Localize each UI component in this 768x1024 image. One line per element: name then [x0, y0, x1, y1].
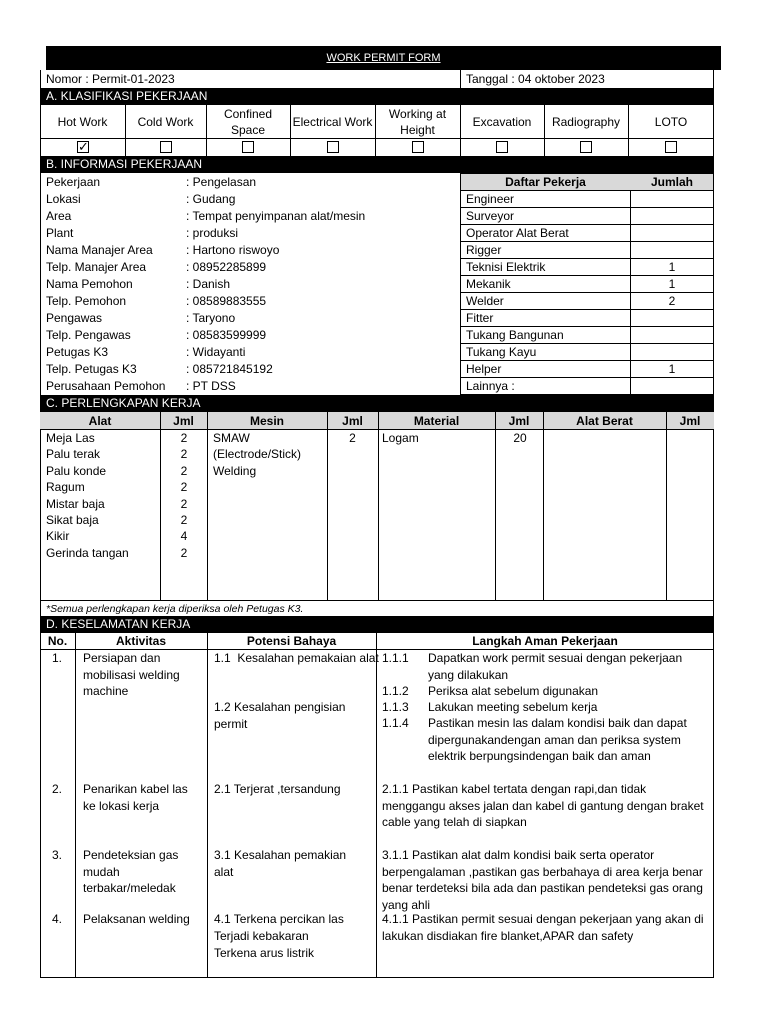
safety-col-header: Aktivitas: [115, 634, 167, 648]
worker-role: Fitter: [466, 311, 494, 325]
classification-label: Cold Work: [137, 115, 194, 129]
classification-checkbox[interactable]: [665, 141, 677, 153]
step-text: Lakukan meeting sebelum kerja: [428, 700, 598, 714]
worker-role: Mekanik: [466, 277, 511, 291]
safety-row-activity: Pendeteksian gas mudah terbakar/meledak: [83, 848, 179, 895]
worker-count: 1: [668, 277, 676, 291]
safety-row-hazard: 4.1 Terkena percikan las: [214, 912, 344, 926]
tool-name: Gerinda tangan: [46, 545, 129, 560]
info-value: : 08952285899: [186, 260, 267, 274]
safety-row-steps: 4.1.1 Pastikan permit sesuai dengan pekerjaan yang akan di lakukan disdiakan fire blanket,APAR dan safety: [382, 912, 704, 943]
equipment-col-header: Alat: [88, 414, 112, 428]
tool-name: Palu terak: [46, 447, 101, 462]
info-label: Telp. Petugas K3: [46, 362, 137, 376]
worker-role: Operator Alat Berat: [466, 226, 569, 240]
safety-col-header: Potensi Bahaya: [246, 634, 337, 648]
info-value: : PT DSS: [186, 379, 236, 393]
tool-qty: 2: [180, 463, 188, 478]
classification-checkbox[interactable]: [580, 141, 592, 153]
info-label: Telp. Manajer Area: [46, 260, 147, 274]
safety-row-hazard: 2.1 Terjerat ,tersandung: [214, 782, 341, 796]
info-value: : Widayanti: [186, 345, 246, 359]
safety-row-hazard: Terjadi kebakaran: [214, 929, 309, 943]
step-number: 1.1.2: [382, 684, 409, 698]
machine-name-line: (Electrode/Stick): [213, 447, 302, 462]
equipment-col-header: Jml: [342, 414, 363, 428]
form-title: WORK PERMIT FORM: [326, 52, 441, 64]
classification-checkbox[interactable]: [242, 141, 254, 153]
machine-name-line: SMAW: [213, 431, 250, 445]
classification-label: Electrical Work: [292, 115, 373, 129]
info-label: Area: [46, 209, 72, 223]
info-value: : produksi: [186, 226, 239, 240]
workers-list-header: Daftar Pekerja: [505, 175, 586, 189]
safety-row-no: 1.: [52, 651, 63, 665]
info-value: : 085721845192: [186, 362, 273, 376]
tool-name: Ragum: [46, 480, 85, 495]
info-label: Perusahaan Pemohon: [46, 379, 166, 393]
safety-row-no: 4.: [52, 912, 63, 926]
step-number: 1.1.3: [382, 700, 409, 714]
machine-qty: 2: [349, 431, 356, 445]
form-title-bar: [46, 46, 721, 70]
permit-number: Nomor : Permit-01-2023: [46, 72, 175, 86]
info-value: : Danish: [186, 277, 231, 291]
safety-row-steps: 3.1.1 Pastikan alat dalm kondisi baik serta operator berpengalaman ,pastikan gas berbahaya di area kerja benar benar terdeteksi bila ada dan pastikan pendeteksi gas orang yang ahli: [382, 848, 703, 912]
info-label: Lokasi: [46, 192, 81, 206]
safety-row-steps: 2.1.1 Pastikan kabel tertata dengan rapi,dan tidak menggangu akses jalan dan kabel di gantung dengan braket cable yang telah di siapkan: [382, 782, 704, 829]
info-value: : Taryono: [186, 311, 236, 325]
workers-count-header: Jumlah: [650, 175, 693, 189]
worker-role: Rigger: [466, 243, 502, 257]
section-c-title: C. PERLENGKAPAN KERJA: [46, 396, 201, 410]
machine-name-line: Welding: [213, 463, 257, 478]
classification-label: Working at Height: [388, 107, 447, 137]
info-value: : 08583599999: [186, 328, 267, 342]
info-value: : Gudang: [186, 192, 236, 206]
info-label: Petugas K3: [46, 345, 109, 359]
equipment-col-header: Alat Berat: [576, 414, 633, 428]
safety-row-hazard: 1.2 Kesalahan pengisian permit: [214, 700, 346, 731]
worker-role: Tukang Kayu: [466, 345, 537, 359]
worker-role: Lainnya :: [466, 379, 515, 393]
tool-qty: 2: [180, 513, 188, 527]
safety-row-activity: Pelaksanan welding: [83, 912, 190, 926]
step-text: Periksa alat sebelum digunakan: [428, 684, 599, 698]
tool-qty: 2: [180, 431, 188, 445]
classification-checkbox[interactable]: [327, 141, 339, 153]
info-label: Pengawas: [46, 311, 103, 325]
info-value: : Pengelasan: [186, 175, 257, 189]
safety-row-no: 2.: [52, 782, 63, 796]
worker-count: 1: [668, 260, 676, 274]
classification-checkbox[interactable]: [412, 141, 424, 153]
safety-row-hazard: 3.1 Kesalahan pemakian alat: [214, 848, 347, 879]
section-c-header: [40, 395, 714, 412]
worker-role: Tukang Bangunan: [466, 328, 564, 342]
section-d-title: D. KESELAMATAN KERJA: [46, 617, 191, 631]
tool-name: Palu konde: [46, 463, 107, 478]
equipment-col-header: Jml: [508, 414, 530, 428]
safety-col-header: No.: [47, 634, 68, 648]
permit-date: Tanggal : 04 oktober 2023: [466, 72, 605, 86]
tool-name: Sikat baja: [46, 513, 99, 527]
section-d-header: [40, 616, 714, 633]
safety-row-hazard: 1.1 Kesalahan pemakaian alat: [214, 651, 379, 665]
worker-role: Surveyor: [466, 209, 515, 223]
info-value: : Tempat penyimpanan alat/mesin: [186, 209, 366, 223]
section-a-header: [40, 88, 714, 105]
tool-qty: 2: [180, 496, 188, 511]
safety-row-activity: Penarikan kabel las ke lokasi kerja: [83, 782, 188, 813]
equipment-col-header: Mesin: [249, 414, 284, 428]
worker-role: Teknisi Elektrik: [466, 260, 546, 274]
worker-count: 2: [668, 294, 676, 308]
safety-row-activity: Persiapan dan mobilisasi welding machine: [83, 651, 180, 698]
info-value: : 08589883555: [186, 294, 267, 308]
info-label: Telp. Pengawas: [46, 328, 131, 342]
worker-count: 1: [668, 362, 676, 376]
classification-label: Confined Space: [223, 107, 273, 137]
classification-checkbox[interactable]: [160, 141, 172, 153]
step-number: 1.1.1: [382, 651, 409, 665]
info-label: Nama Pemohon: [46, 277, 133, 291]
material-name: Logam: [382, 431, 419, 445]
safety-row-no: 3.: [52, 848, 63, 862]
equipment-note: *Semua perlengkapan kerja diperiksa oleh Petugas K3.: [46, 603, 304, 615]
info-label: Pekerjaan: [46, 175, 101, 189]
worker-role: Helper: [466, 362, 502, 376]
safety-row-hazard: Terkena arus listrik: [214, 946, 315, 960]
work-permit-form: [40, 46, 714, 978]
info-value: : Hartono riswoyo: [186, 243, 280, 257]
classification-checkbox[interactable]: ✓: [78, 139, 89, 154]
classification-label: Excavation: [472, 115, 532, 129]
section-a-title: A. KLASIFIKASI PEKERJAAN: [46, 89, 208, 103]
equipment-col-header: Jml: [679, 414, 701, 428]
step-text: Pastikan mesin las dalam kondisi baik dan dapat dipergunakandengan aman dan periksa system elektrik berpungsindengan baik dan aman: [428, 716, 687, 763]
tool-name: Kikir: [46, 529, 70, 544]
tool-qty: 4: [180, 529, 188, 544]
classification-label: Radiography: [551, 115, 621, 129]
worker-role: Engineer: [466, 192, 515, 206]
info-label: Nama Manajer Area: [46, 243, 153, 257]
tool-qty: 2: [180, 480, 188, 495]
safety-col-header: Langkah Aman Pekerjaan: [472, 634, 618, 648]
section-b-title: B. INFORMASI PEKERJAAN: [46, 157, 203, 171]
classification-label: Hot Work: [57, 115, 108, 129]
classification-checkbox[interactable]: [496, 141, 508, 153]
worker-role: Welder: [466, 294, 504, 308]
section-b-header: [40, 156, 714, 173]
info-label: Telp. Pemohon: [46, 294, 127, 308]
tool-qty: 2: [180, 447, 188, 462]
info-label: Plant: [46, 226, 74, 240]
equipment-col-header: Material: [413, 414, 460, 428]
equipment-col-header: Jml: [173, 414, 194, 428]
step-text: Dapatkan work permit sesuai dengan pekerjaan yang dilakukan: [428, 651, 683, 682]
tool-name: Meja Las: [46, 431, 95, 445]
tool-name: Mistar baja: [46, 496, 105, 511]
classification-label: LOTO: [654, 115, 688, 129]
step-number: 1.1.4: [382, 716, 409, 730]
tool-qty: 2: [180, 545, 188, 560]
material-qty: 20: [513, 431, 527, 445]
